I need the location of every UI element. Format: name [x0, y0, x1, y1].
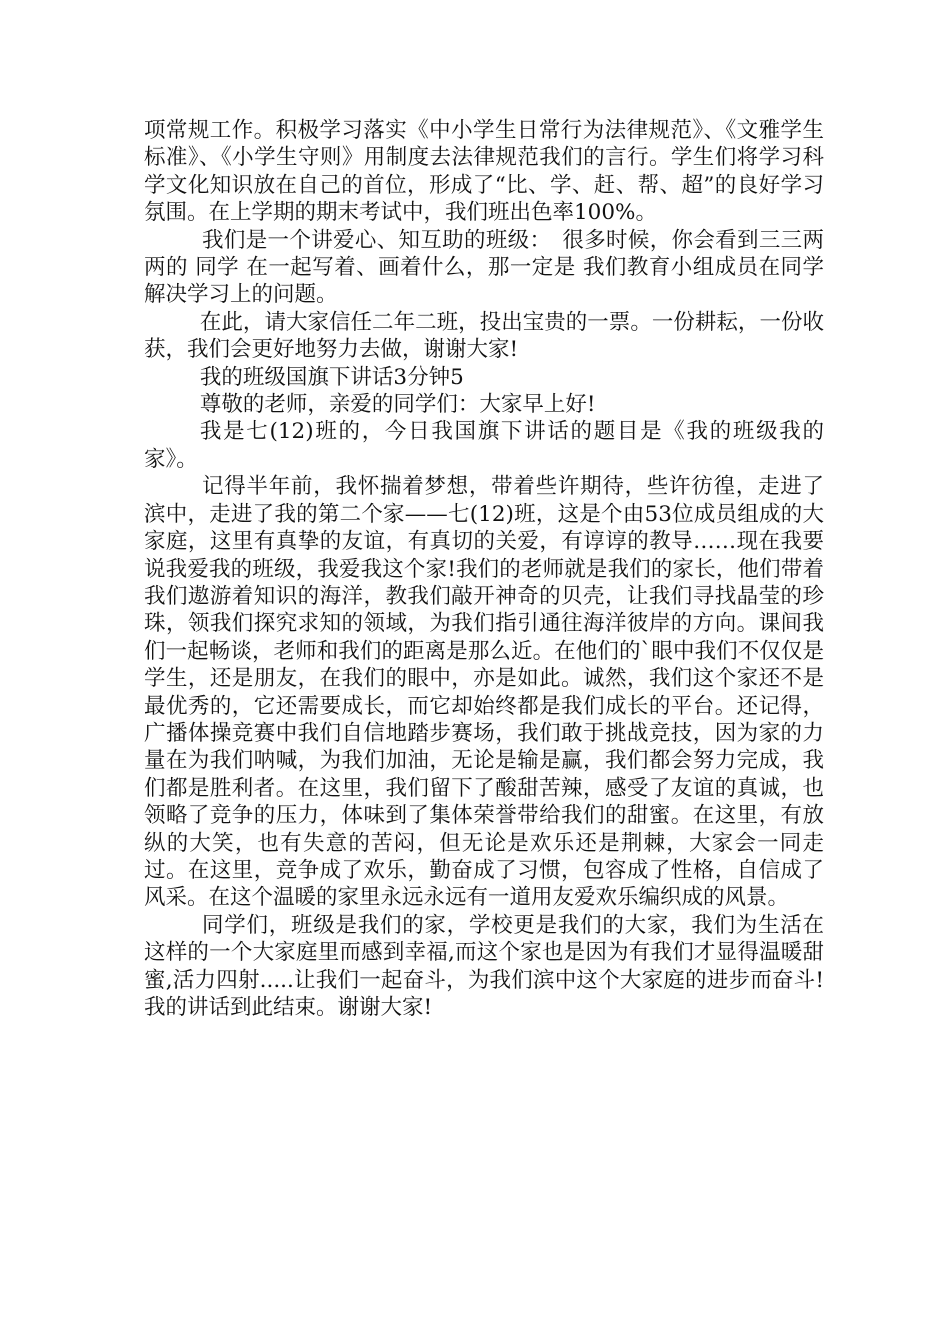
paragraph-caring-class: 我们是一个讲爱心、知互助的班级： 很多时候，你会看到三三两两的 同学 在一起写着、画着什么，那一定是 我们教育小组成员在同学解决学习上的问题。 — [144, 227, 824, 308]
paragraph-closing: 同学们，班级是我们的家，学校更是我们的大家，我们为生活在这样的一个大家庭里而感到幸福,而这个家也是因为有我们才显得温暖甜蜜,活力四射.....让我们一起奋斗，为我们滨中这个大家庭的进步而奋斗!我的讲话到此结束。谢谢大家! — [144, 912, 824, 1020]
paragraph-class-home: 记得半年前，我怀揣着梦想，带着些许期待，些许彷徨，走进了滨中，走进了我的第二个家——七(12)班，这是个由53位成员组成的大家庭，这里有真挚的友谊，有真切的关爱，有谆谆的教导……现在我要说我爱我的班级，我爱我这个家!我们的老师就是我们的家长，他们带着我们遨游着知识的海洋，教我们敲开神奇的贝壳，让我们寻找晶莹的珍珠，领我们探究求知的领域，为我们指引通往海洋彼岸的方向。课间我们一起畅谈，老师和我们的距离是那么近。在他们的`眼中我们不仅仅是学生，还是朋友，在我们的眼中，亦是如此。诚然，我们这个家还不是最优秀的，它还需要成长，而它却始终都是我们成长的平台。还记得，广播体操竞赛中我们自信地踏步赛场，我们敢于挑战竞技，因为家的力量在为我们呐喊，为我们加油，无论是输是赢，我们都会努力完成，我们都是胜利者。在这里，我们留下了酸甜苦辣，感受了友谊的真诚，也领略了竞争的压力，体味到了集体荣誉带给我们的甜蜜。在这里，有放纵的大笑，也有失意的苦闷，但无论是欢乐还是荆棘，大家会一同走过。在这里，竞争成了欢乐，勤奋成了习惯，包容成了性格，自信成了风采。在这个温暖的家里永远永远有一道用友爱欢乐编织成的风景。 — [144, 474, 824, 911]
speech-greeting: 尊敬的老师，亲爱的同学们：大家早上好! — [199, 392, 596, 418]
paragraph-vote-request: 在此，请大家信任二年二班，投出宝贵的一票。一份耕耘，一份收获，我们会更好地努力去做，谢谢大家! — [144, 309, 824, 363]
paragraph-speech-topic: 我是七(12)班的，今日我国旗下讲话的题目是《我的班级我的家》。 — [144, 419, 824, 472]
document-page — [144, 117, 824, 1021]
paragraph-routine-work: 项常规工作。积极学习落实《中小学生日常行为法律规范》、《文雅学生标准》、《小学生守则》用制度去法律规范我们的言行。学生们将学习科学文化知识放在自己的首位，形成了“比、学、赶、帮、超”的良好学习氛围。在上学期的期末考试中，我们班出色率100%。 — [144, 118, 824, 226]
speech-title: 我的班级国旗下讲话3分钟5 — [199, 364, 464, 390]
